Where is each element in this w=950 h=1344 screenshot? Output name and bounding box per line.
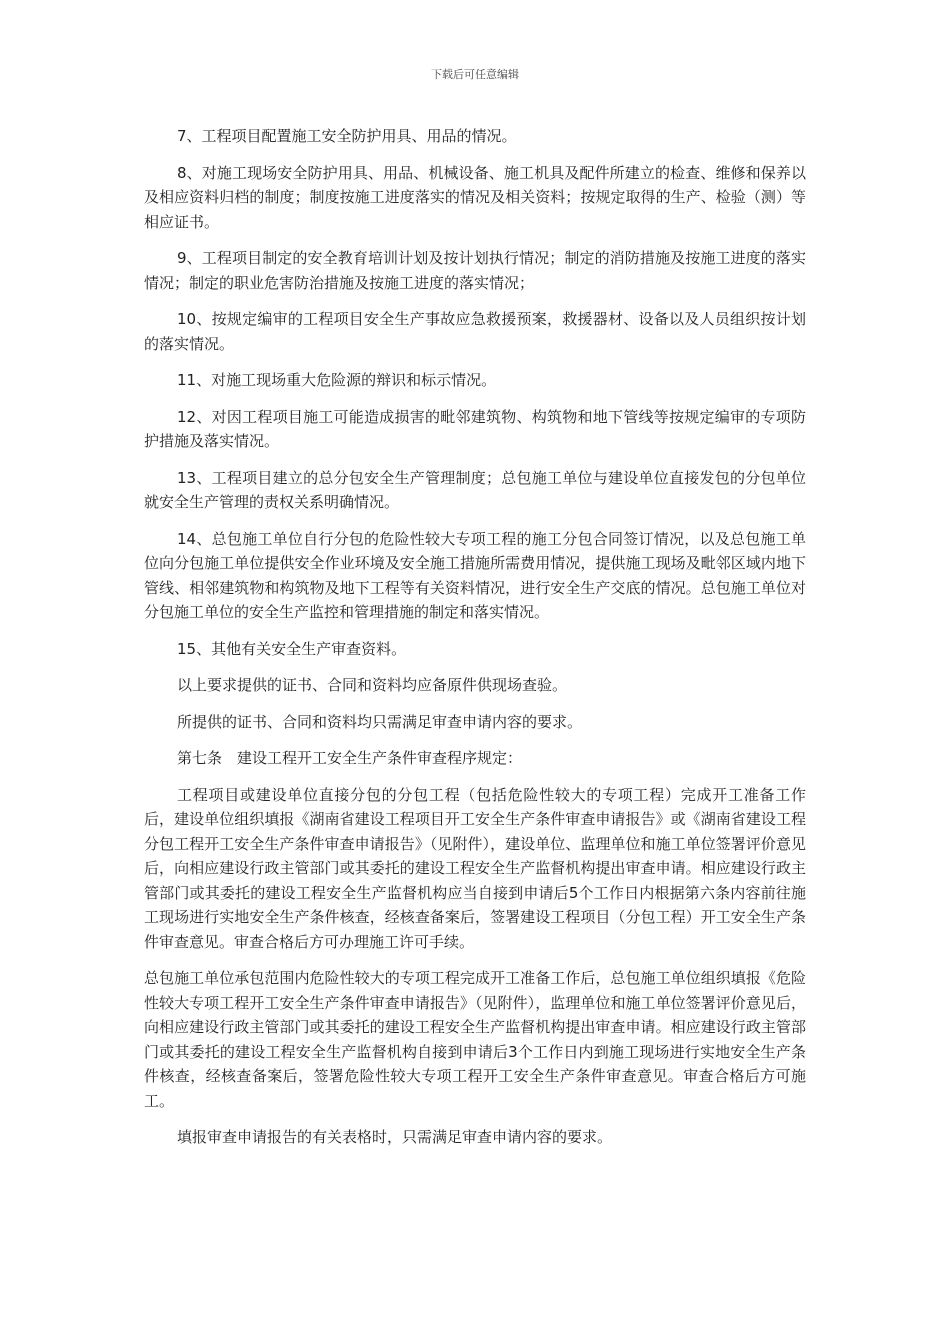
paragraph-subcontract-procedure: 总包施工单位承包范围内危险性较大的专项工程完成开工准备工作后，总包施工单位组织填报《危险性较大专项工程开工安全生产条件审查申请报告》（见附件），监理单位和施工单位签署评价意见后，向相应建设行政主管部门或其委托的建设工程安全生产监督机构提出审查申请。相应建设行政主管部门或其委托的建设工程安全生产监督机构自接到申请后3个工作日内到施工现场进行实地安全生产条件核查，经核查备案后，签署危险性较大专项工程开工安全生产条件审查意见。审查合格后方可施工。	[144, 969, 806, 1110]
paragraph-construction-procedure: 工程项目或建设单位直接分包的分包工程（包括危险性较大的专项工程）完成开工准备工作后，建设单位组织填报《湖南省建设工程项目开工安全生产条件审查申请报告》或《湖南省建设工程分包工程开工安全生产条件审查申请报告》（见附件），建设单位、监理单位和施工单位签署评价意见后，向相应建设行政主管部门或其委托的建设工程安全生产监督机构提出审查申请。相应建设行政主管部门或其委托的建设工程安全生产监督机构应当自接到申请后5个工作日内根据第六条内容前往施工现场进行实地安全生产条件核查，经核查备案后，签署建设工程项目（分包工程）开工安全生产条件审查意见。审查合格后方可办理施工许可手续。	[144, 785, 806, 951]
paragraph-item-7: 7、工程项目配置施工安全防护用具、用品的情况。	[177, 127, 517, 145]
paragraph-item-12: 12、对因工程项目施工可能造成损害的毗邻建筑物、构筑物和地下管线等按规定编审的专项防护措施及落实情况。	[144, 407, 806, 450]
paragraph-verification-note: 以上要求提供的证书、合同和资料均应备原件供现场查验。	[177, 676, 568, 694]
paragraph-item-13: 13、工程项目建立的总分包安全生产管理制度；总包施工单位与建设单位直接发包的分包单位就安全生产管理的责权关系明确情况。	[144, 468, 806, 511]
paragraph-item-11: 11、对施工现场重大危险源的辩识和标示情况。	[177, 371, 497, 389]
paragraph-item-8: 8、对施工现场安全防护用具、用品、机械设备、施工机具及配件所建立的检查、维修和保养以及相应资料归档的制度；制度按施工进度落实的情况及相关资料；按规定取得的生产、检验（测）等相应证书。	[144, 163, 806, 231]
paragraph-item-10: 10、按规定编审的工程项目安全生产事故应急救援预案，救援器材、设备以及人员组织按计划的落实情况。	[144, 310, 806, 353]
paragraph-requirement-note: 所提供的证书、合同和资料均只需满足审查申请内容的要求。	[177, 712, 583, 731]
article-seven-heading: 第七条 建设工程开工安全生产条件审查程序规定：	[177, 749, 523, 767]
paragraph-form-requirement: 填报审查申请报告的有关表格时，只需满足审查申请内容的要求。	[177, 1128, 613, 1146]
header-note: 下载后可任意编辑	[431, 68, 519, 81]
paragraph-item-15: 15、其他有关安全生产审查资料。	[177, 639, 407, 658]
paragraph-item-14: 14、总包施工单位自行分包的危险性较大专项工程的施工分包合同签订情况，以及总包施工单位向分包施工单位提供安全作业环境及安全施工措施所需费用情况，提供施工现场及毗邻区域内地下管线、相邻建筑物和构筑物及地下工程等有关资料情况，进行安全生产交底的情况。总包施工单位对分包施工单位的安全生产监控和管理措施的制定和落实情况。	[144, 529, 806, 621]
paragraph-item-9: 9、工程项目制定的安全教育培训计划及按计划执行情况；制定的消防措施及按施工进度的落实情况；制定的职业危害防治措施及按施工进度的落实情况；	[144, 249, 806, 292]
document-body	[144, 124, 806, 1162]
